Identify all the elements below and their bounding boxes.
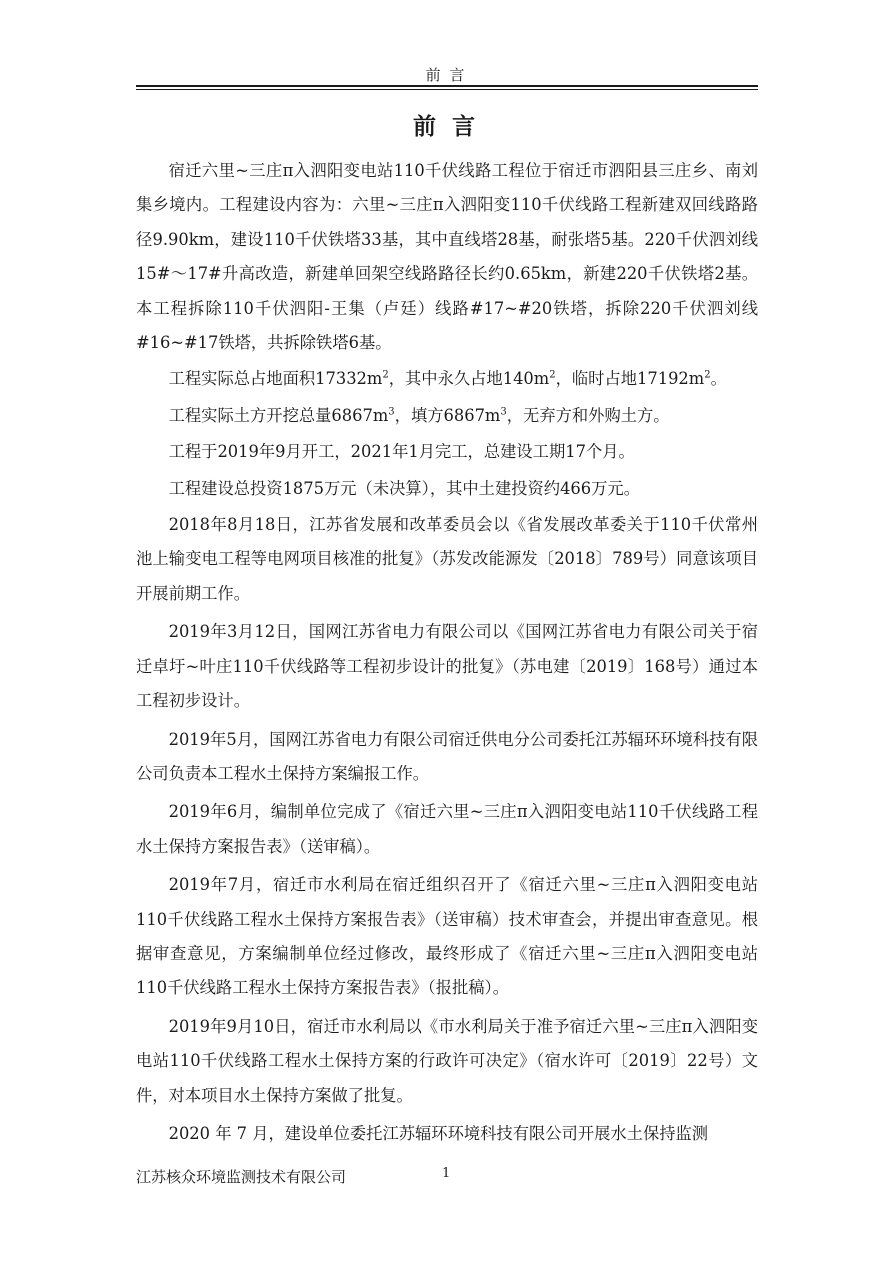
earthwork-text: ，无弃方和外购土方。 (506, 405, 670, 425)
paragraph-plan-commission: 2019年5月，国网江苏省电力有限公司宿迁供电分公司委托江苏辐环环境科技有限公司负责本工程水土保持方案编报工作。 (136, 729, 758, 783)
header-rule-thin (136, 89, 758, 90)
footer-company: 江苏核众环境监测技术有限公司 (136, 1168, 347, 1186)
paragraph-review-meeting: 2019年7月，宿迁市水利局在宿迁组织召开了《宿迁六里~三庄π入泗阳变电站110千伏线路工程水土保持方案报告表》（送审稿）技术审查会，并提出审查意见。根据审查意见，方案编制单位经过修改，最终形成了《宿迁六里~三庄π入泗阳变电站110千伏线路工程水土保持方案报告表》（报批稿）。 (136, 875, 758, 998)
land-area-text: ，其中永久占地140m (388, 369, 550, 389)
paragraph-schedule: 工程于2019年9月开工，2021年1月完工，总建设工期17个月。 (168, 442, 635, 462)
earthwork-text: ，填方6867m (394, 405, 501, 425)
paragraph-plan-approval: 2019年9月10日，宿迁市水利局以《市水利局关于准予宿迁六里~三庄π入泗阳变电站110千伏线路工程水土保持方案的行政许可决定》（宿水许可〔2019〕22号）文件，对本项目水土保持方案做了批复。 (136, 1016, 758, 1105)
land-area-text: 工程实际总占地面积17332m (168, 369, 383, 389)
land-area-text: 。 (710, 369, 727, 389)
paragraph-land-area (136, 362, 758, 396)
unit-superscript: 2 (704, 370, 711, 382)
header-rule (136, 85, 758, 87)
document-body (136, 154, 758, 1155)
paragraph-draft-complete: 2019年6月，编制单位完成了《宿迁六里~三庄π入泗阳变电站110千伏线路工程水土保持方案报告表》（送审稿）。 (136, 802, 758, 856)
unit-superscript: 2 (549, 370, 556, 382)
paragraph-investment: 工程建设总投资1875万元（未决算），其中土建投资约466万元。 (168, 478, 640, 498)
running-header: 前 言 (425, 66, 467, 84)
paragraph-design-approval: 2019年3月12日，国网江苏省电力有限公司以《国网江苏省电力有限公司关于宿迁卓圩~叶庄110千伏线路等工程初步设计的批复》（苏电建〔2019〕168号）通过本工程初步设计。 (136, 622, 758, 711)
unit-superscript: 3 (388, 406, 395, 418)
unit-superscript: 2 (382, 370, 389, 382)
paragraph-earthwork (136, 399, 758, 433)
paragraph-approval-2018: 2018年8月18日，江苏省发展和改革委员会以《省发展改革委关于110千伏常州池上输变电工程等电网项目核准的批复》（苏发改能源发〔2018〕789号）同意该项目开展前期工作。 (136, 515, 758, 603)
unit-superscript: 3 (500, 406, 507, 418)
page-number: 1 (442, 1166, 451, 1181)
page-title: 前 言 (412, 113, 479, 140)
earthwork-text: 工程实际土方开挖总量6867m (168, 405, 389, 425)
paragraph-monitoring: 2020 年 7 月，建设单位委托江苏辐环环境科技有限公司开展水土保持监测 (168, 1123, 709, 1143)
land-area-text: ，临时占地17192m (555, 369, 705, 389)
paragraph-project-location: 宿迁六里~三庄π入泗阳变电站110千伏线路工程位于宿迁市泗阳县三庄乡、南刘集乡境内。工程建设内容为：六里~三庄π入泗阳变110千伏线路工程新建双回线路路径9.90km，建设110千伏铁塔33基，其中直线塔28基，耐张塔5基。220千伏泗刘线15#～17#升高改造，新建单回架空线路路径长约0.65km，新建220千伏铁塔2基。本工程拆除110千伏泗阳-王集（卢廷）线路#17~#20铁塔，拆除220千伏泗刘线#16~#17铁塔，共拆除铁塔6基。 (136, 161, 758, 353)
